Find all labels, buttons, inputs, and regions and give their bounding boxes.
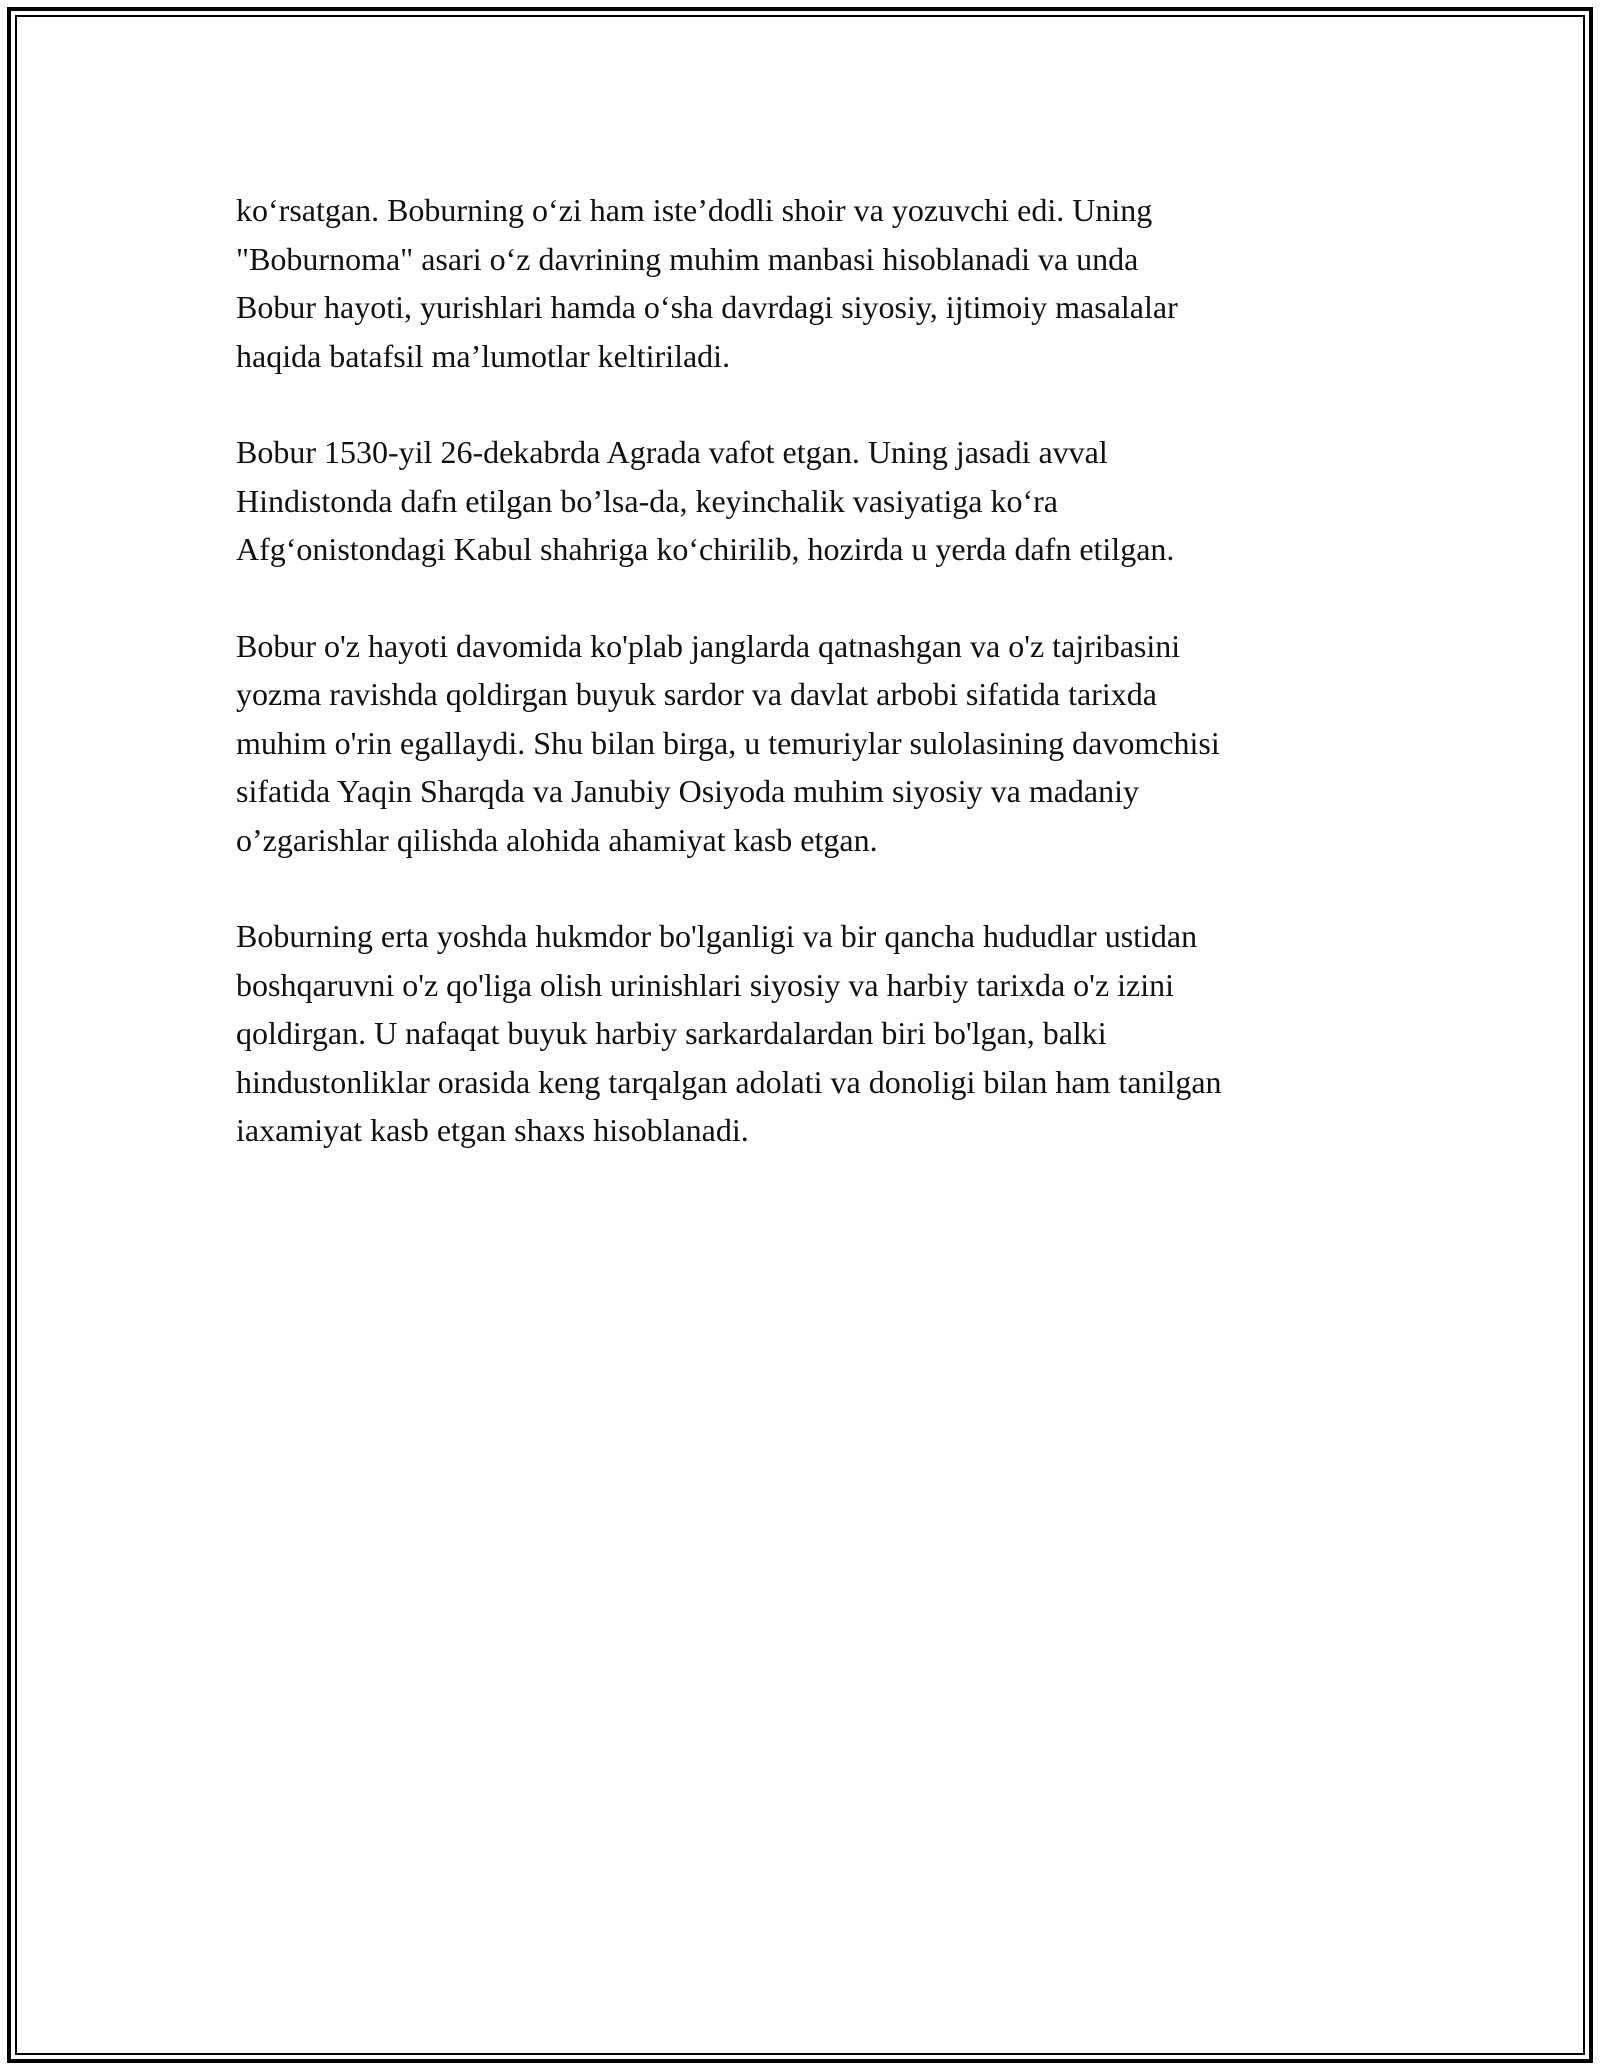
text-line: hindustonliklar orasida keng tarqalgan adolati va donoligi bilan ham tanilgan — [236, 1063, 1222, 1100]
text-line: Afg‘onistondagi Kabul shahriga ko‘chirilib, hozirda u yerda dafn etilgan. — [236, 531, 1175, 567]
text-line: Bobur hayoti, yurishlari hamda o‘sha davrdagi siyosiy, ijtimoiy masalalar — [236, 289, 1178, 325]
paragraph-2 — [236, 428, 1396, 574]
text-line: ko‘rsatgan. Boburning o‘zi ham iste’dodli shoir va yozuvchi edi. Uning — [236, 192, 1153, 228]
text-line: sifatida Yaqin Sharqda va Janubiy Osiyoda muhim siyosiy va madaniy — [236, 773, 1140, 809]
text-line: iaxamiyat kasb etgan shaxs hisoblanadi. — [236, 1112, 749, 1148]
paragraph-3 — [236, 622, 1396, 865]
paragraph-4 — [236, 912, 1396, 1155]
text-line: Hindistonda dafn etilgan bo’lsa-da, keyinchalik vasiyatiga ko‘ra — [236, 482, 1058, 519]
text-line: "Boburnoma" asari o‘z davrining muhim manbasi hisoblanadi va unda — [236, 240, 1139, 277]
document-body — [236, 186, 1396, 1203]
text-line: haqida batafsil ma’lumotlar keltiriladi. — [236, 337, 731, 374]
text-line: Bobur o'z hayoti davomida ko'plab janglarda qatnashgan va o'z tajribasini — [236, 627, 1181, 664]
text-line: qoldirgan. U nafaqat buyuk harbiy sarkardalardan biri bo'lgan, balki — [236, 1015, 1107, 1051]
text-line: muhim o'rin egallaydi. Shu bilan birga, u temuriylar sulolasining davomchisi — [236, 724, 1220, 761]
text-line: boshqaruvni o'z qo'liga olish urinishlari siyosiy va harbiy tarixda o'z izini — [236, 966, 1175, 1003]
text-line: yozma ravishda qoldirgan buyuk sardor va davlat arbobi sifatida tarixda — [236, 676, 1157, 712]
text-line: Boburning erta yoshda hukmdor bo'lganligi va bir qancha hududlar ustidan — [236, 918, 1198, 954]
paragraph-1 — [236, 186, 1396, 380]
text-line: Bobur 1530-yil 26-dekabrda Agrada vafot etgan. Uning jasadi avval — [236, 434, 1108, 470]
text-line: o’zgarishlar qilishda alohida ahamiyat kasb etgan. — [236, 821, 878, 858]
